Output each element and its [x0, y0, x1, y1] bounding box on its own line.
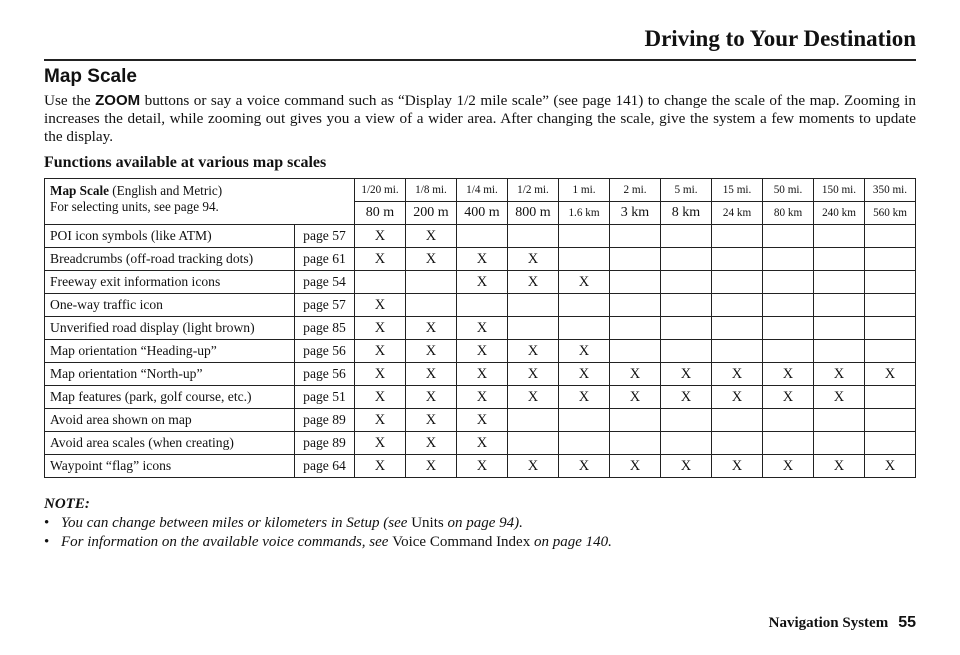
availability-mark-cell [763, 409, 814, 432]
availability-mark-cell: X [406, 363, 457, 386]
scale-metric-cell: 80 m [355, 202, 406, 225]
availability-mark-cell: X [712, 386, 763, 409]
availability-mark-cell: X [814, 386, 865, 409]
availability-mark-cell [508, 409, 559, 432]
scale-miles-cell: 1 mi. [559, 179, 610, 202]
availability-mark-cell [508, 225, 559, 248]
availability-mark-cell [559, 225, 610, 248]
availability-mark-cell [712, 317, 763, 340]
availability-mark-cell [508, 317, 559, 340]
availability-mark-cell [865, 225, 916, 248]
page-reference-cell: page 51 [295, 386, 355, 409]
function-name-cell: Freeway exit information icons [45, 271, 295, 294]
availability-mark-cell [355, 271, 406, 294]
availability-mark-cell [712, 225, 763, 248]
availability-mark-cell: X [355, 363, 406, 386]
note-item [44, 514, 612, 533]
function-name-cell: Unverified road display (light brown) [45, 317, 295, 340]
availability-mark-cell: X [712, 455, 763, 478]
availability-mark-cell [457, 225, 508, 248]
page-reference-cell: page 54 [295, 271, 355, 294]
availability-mark-cell: X [406, 409, 457, 432]
availability-mark-cell [610, 432, 661, 455]
availability-mark-cell [814, 271, 865, 294]
table-row [45, 248, 916, 271]
page-reference-cell: page 56 [295, 340, 355, 363]
availability-mark-cell: X [814, 363, 865, 386]
note-text: on page 140. [530, 534, 612, 550]
availability-mark-cell: X [661, 363, 712, 386]
availability-mark-cell [865, 248, 916, 271]
function-name-cell: Breadcrumbs (off-road tracking dots) [45, 248, 295, 271]
availability-mark-cell: X [355, 386, 406, 409]
scale-metric-cell: 200 m [406, 202, 457, 225]
availability-mark-cell [661, 317, 712, 340]
availability-mark-cell: X [355, 432, 406, 455]
availability-mark-cell [559, 432, 610, 455]
intro-text-rest: buttons or say a voice command such as “Display 1/2 mile scale” (see page 141) to change the scale of the map. Zooming in increases the detail, while zooming out gives you a view of a wider area. After changing the scale, give the system a few moments to update the display. [44, 92, 916, 145]
availability-mark-cell [763, 317, 814, 340]
table-row [45, 455, 916, 478]
availability-mark-cell [508, 294, 559, 317]
note-text: For information on the available voice commands, see [61, 534, 393, 550]
availability-mark-cell [763, 294, 814, 317]
availability-mark-cell [865, 386, 916, 409]
table-row [45, 317, 916, 340]
table-row [45, 386, 916, 409]
availability-mark-cell: X [508, 340, 559, 363]
availability-mark-cell [406, 271, 457, 294]
availability-mark-cell [661, 271, 712, 294]
availability-mark-cell: X [508, 455, 559, 478]
function-name-cell: Avoid area shown on map [45, 409, 295, 432]
scale-metric-cell: 80 km [763, 202, 814, 225]
availability-mark-cell: X [508, 248, 559, 271]
scale-metric-cell: 400 m [457, 202, 508, 225]
availability-mark-cell: X [457, 432, 508, 455]
availability-mark-cell [763, 432, 814, 455]
function-name-cell: Waypoint “flag” icons [45, 455, 295, 478]
availability-mark-cell: X [508, 386, 559, 409]
availability-mark-cell: X [355, 409, 406, 432]
availability-mark-cell [661, 248, 712, 271]
note-text: on page 94). [443, 515, 523, 531]
availability-mark-cell [661, 432, 712, 455]
availability-mark-cell [610, 271, 661, 294]
availability-mark-cell: X [763, 386, 814, 409]
function-name-cell: Map orientation “Heading-up” [45, 340, 295, 363]
zoom-button-label: ZOOM [95, 92, 141, 109]
intro-text-start: Use the [44, 92, 96, 109]
function-name-cell: POI icon symbols (like ATM) [45, 225, 295, 248]
availability-mark-cell: X [406, 455, 457, 478]
availability-mark-cell: X [457, 386, 508, 409]
availability-mark-cell [814, 225, 865, 248]
note-reference: Voice Command Index [392, 534, 531, 550]
scale-miles-cell: 1/20 mi. [355, 179, 406, 202]
availability-mark-cell [814, 409, 865, 432]
availability-mark-cell [763, 248, 814, 271]
page-reference-cell: page 89 [295, 409, 355, 432]
function-name-cell: One-way traffic icon [45, 294, 295, 317]
page-number: 55 [898, 614, 916, 631]
scale-miles-cell: 1/2 mi. [508, 179, 559, 202]
bullet-icon: • [44, 515, 50, 531]
availability-mark-cell: X [661, 386, 712, 409]
availability-mark-cell: X [763, 455, 814, 478]
page-footer [769, 614, 916, 632]
availability-mark-cell: X [508, 363, 559, 386]
scale-metric-cell: 1.6 km [559, 202, 610, 225]
scale-miles-cell: 350 mi. [865, 179, 916, 202]
availability-mark-cell [457, 294, 508, 317]
availability-mark-cell: X [406, 340, 457, 363]
availability-mark-cell [712, 409, 763, 432]
scale-miles-cell: 1/4 mi. [457, 179, 508, 202]
availability-mark-cell: X [559, 271, 610, 294]
availability-mark-cell [559, 409, 610, 432]
availability-mark-cell: X [814, 455, 865, 478]
page-reference-cell: page 56 [295, 363, 355, 386]
availability-mark-cell [763, 340, 814, 363]
availability-mark-cell: X [457, 248, 508, 271]
page-reference-cell: page 57 [295, 294, 355, 317]
availability-mark-cell: X [763, 363, 814, 386]
availability-mark-cell [865, 432, 916, 455]
intro-paragraph [44, 92, 916, 146]
availability-mark-cell: X [559, 363, 610, 386]
availability-mark-cell [610, 340, 661, 363]
availability-mark-cell [814, 294, 865, 317]
scale-metric-cell: 800 m [508, 202, 559, 225]
page-reference-cell: page 57 [295, 225, 355, 248]
note-item [44, 533, 612, 552]
scale-miles-cell: 50 mi. [763, 179, 814, 202]
availability-mark-cell [712, 271, 763, 294]
availability-mark-cell: X [406, 432, 457, 455]
availability-mark-cell [865, 340, 916, 363]
scale-metric-cell: 240 km [814, 202, 865, 225]
availability-mark-cell [610, 225, 661, 248]
scale-miles-cell: 1/8 mi. [406, 179, 457, 202]
map-scale-table [44, 178, 916, 478]
table-title: Functions available at various map scales [44, 154, 327, 171]
availability-mark-cell [865, 409, 916, 432]
availability-mark-cell [610, 409, 661, 432]
page-reference-cell: page 64 [295, 455, 355, 478]
availability-mark-cell: X [406, 317, 457, 340]
table-row [45, 294, 916, 317]
note-block [44, 495, 612, 552]
table-row [45, 271, 916, 294]
availability-mark-cell: X [610, 386, 661, 409]
availability-mark-cell [661, 409, 712, 432]
availability-mark-cell: X [406, 248, 457, 271]
function-name-cell: Map features (park, golf course, etc.) [45, 386, 295, 409]
availability-mark-cell: X [355, 317, 406, 340]
availability-mark-cell: X [355, 340, 406, 363]
table-row [45, 225, 916, 248]
availability-mark-cell [610, 317, 661, 340]
table-row [45, 340, 916, 363]
availability-mark-cell [865, 317, 916, 340]
note-text: You can change between miles or kilometers in Setup (see [61, 515, 412, 531]
availability-mark-cell: X [559, 455, 610, 478]
scale-metric-cell: 3 km [610, 202, 661, 225]
availability-mark-cell [865, 271, 916, 294]
page-reference-cell: page 89 [295, 432, 355, 455]
map-scale-header-note: For selecting units, see page 94. [50, 199, 219, 214]
map-scale-header-bold: Map Scale [50, 183, 109, 198]
availability-mark-cell [763, 225, 814, 248]
availability-mark-cell: X [406, 225, 457, 248]
availability-mark-cell [406, 294, 457, 317]
availability-mark-cell [814, 432, 865, 455]
function-name-cell: Avoid area scales (when creating) [45, 432, 295, 455]
availability-mark-cell: X [457, 271, 508, 294]
availability-mark-cell: X [661, 455, 712, 478]
availability-mark-cell: X [406, 386, 457, 409]
scale-miles-cell: 2 mi. [610, 179, 661, 202]
availability-mark-cell [763, 271, 814, 294]
table-row [45, 363, 916, 386]
availability-mark-cell [712, 294, 763, 317]
availability-mark-cell [814, 317, 865, 340]
availability-mark-cell: X [355, 294, 406, 317]
availability-mark-cell [559, 294, 610, 317]
availability-mark-cell [508, 432, 559, 455]
availability-mark-cell: X [355, 225, 406, 248]
section-title: Map Scale [44, 66, 137, 87]
scale-miles-cell: 150 mi. [814, 179, 865, 202]
availability-mark-cell: X [610, 455, 661, 478]
availability-mark-cell: X [457, 317, 508, 340]
bullet-icon: • [44, 534, 50, 550]
page-reference-cell: page 85 [295, 317, 355, 340]
availability-mark-cell: X [457, 409, 508, 432]
page-reference-cell: page 61 [295, 248, 355, 271]
availability-mark-cell [559, 317, 610, 340]
availability-mark-cell [712, 340, 763, 363]
availability-mark-cell [865, 294, 916, 317]
availability-mark-cell: X [712, 363, 763, 386]
page-header-title: Driving to Your Destination [644, 26, 916, 51]
availability-mark-cell [712, 432, 763, 455]
footer-label: Navigation System [768, 615, 889, 631]
scale-metric-cell: 8 km [661, 202, 712, 225]
availability-mark-cell: X [355, 455, 406, 478]
scale-miles-cell: 5 mi. [661, 179, 712, 202]
availability-mark-cell: X [559, 340, 610, 363]
availability-mark-cell: X [457, 340, 508, 363]
availability-mark-cell [661, 225, 712, 248]
availability-mark-cell [814, 340, 865, 363]
miles-header-row [45, 179, 916, 202]
availability-mark-cell: X [457, 363, 508, 386]
map-scale-header-rest: (English and Metric) [108, 183, 223, 198]
availability-mark-cell [610, 294, 661, 317]
availability-mark-cell: X [865, 455, 916, 478]
scale-metric-cell: 560 km [865, 202, 916, 225]
table-row [45, 409, 916, 432]
availability-mark-cell [559, 248, 610, 271]
availability-mark-cell [610, 248, 661, 271]
availability-mark-cell [814, 248, 865, 271]
scale-miles-cell: 15 mi. [712, 179, 763, 202]
availability-mark-cell [661, 340, 712, 363]
note-title: NOTE: [44, 496, 90, 512]
availability-mark-cell: X [355, 248, 406, 271]
scale-metric-cell: 24 km [712, 202, 763, 225]
map-scale-header-cell [45, 179, 355, 225]
availability-mark-cell: X [457, 455, 508, 478]
availability-mark-cell: X [865, 363, 916, 386]
availability-mark-cell [712, 248, 763, 271]
note-reference: Units [411, 515, 444, 531]
availability-mark-cell: X [610, 363, 661, 386]
availability-mark-cell: X [559, 386, 610, 409]
header-divider [44, 59, 916, 61]
table-row [45, 432, 916, 455]
availability-mark-cell [661, 294, 712, 317]
availability-mark-cell: X [508, 271, 559, 294]
function-name-cell: Map orientation “North-up” [45, 363, 295, 386]
